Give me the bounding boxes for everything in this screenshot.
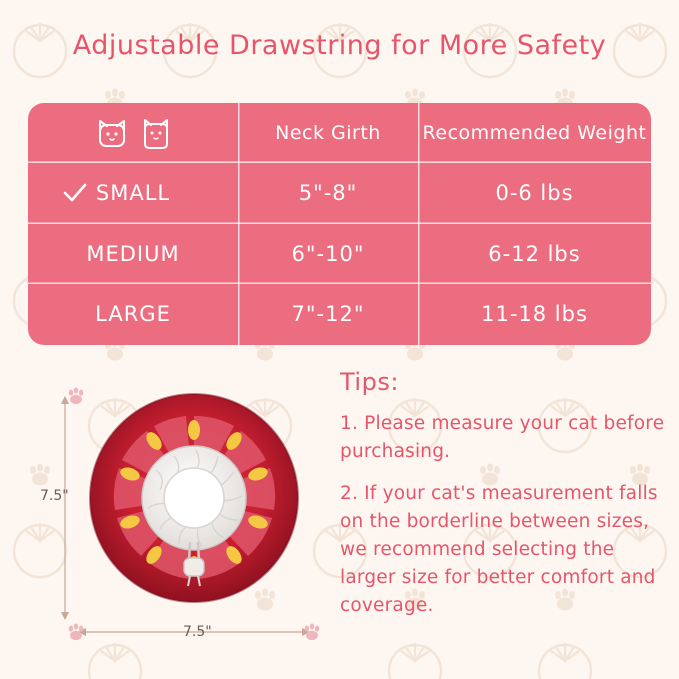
tips-section bbox=[340, 368, 670, 634]
page-title: Adjustable Drawstring for More Safety bbox=[72, 30, 607, 61]
header-cell-neck-girth: Neck Girth bbox=[238, 103, 418, 163]
cell-neck-girth-small: 5"-8" bbox=[238, 163, 418, 224]
tips-heading: Tips: bbox=[340, 368, 399, 396]
cat-face-icon bbox=[95, 116, 129, 150]
checkmark-icon bbox=[62, 180, 88, 206]
cell-neck-girth-medium: 6"-10" bbox=[238, 224, 418, 285]
table-row[interactable] bbox=[28, 284, 651, 345]
cell-neck-girth-large: 7"-12" bbox=[238, 284, 418, 345]
tip-item: 1. Please measure your cat before purchasing. bbox=[340, 413, 665, 462]
dimension-width-label: 7.5" bbox=[183, 624, 212, 640]
dimension-height-label: 7.5" bbox=[40, 488, 69, 504]
cell-size-small[interactable] bbox=[28, 163, 238, 224]
cat-body-icon bbox=[141, 116, 171, 150]
cell-size-large[interactable] bbox=[28, 284, 238, 345]
size-label: MEDIUM bbox=[86, 241, 180, 266]
header-cell-size bbox=[28, 103, 238, 163]
cat-recovery-collar-image bbox=[86, 390, 302, 606]
cell-weight-small: 0-6 lbs bbox=[418, 163, 651, 224]
size-chart-table bbox=[28, 103, 651, 345]
cat-icons-group bbox=[95, 116, 171, 150]
table-header-row bbox=[28, 103, 651, 163]
size-label: LARGE bbox=[95, 302, 171, 327]
cell-weight-large: 11-18 lbs bbox=[418, 284, 651, 345]
tip-item: 2. If your cat's measurement falls on the borderline between sizes, we recommend selecting the larger size for better comfort and coverage. bbox=[340, 483, 658, 616]
table-row[interactable] bbox=[28, 224, 651, 285]
header-cell-weight: Recommended Weight bbox=[418, 103, 651, 163]
size-label: SMALL bbox=[95, 181, 171, 206]
cell-size-medium[interactable] bbox=[28, 224, 238, 285]
product-illustration-area bbox=[20, 370, 340, 660]
cell-weight-medium: 6-12 lbs bbox=[418, 224, 651, 285]
table-row[interactable] bbox=[28, 163, 651, 224]
